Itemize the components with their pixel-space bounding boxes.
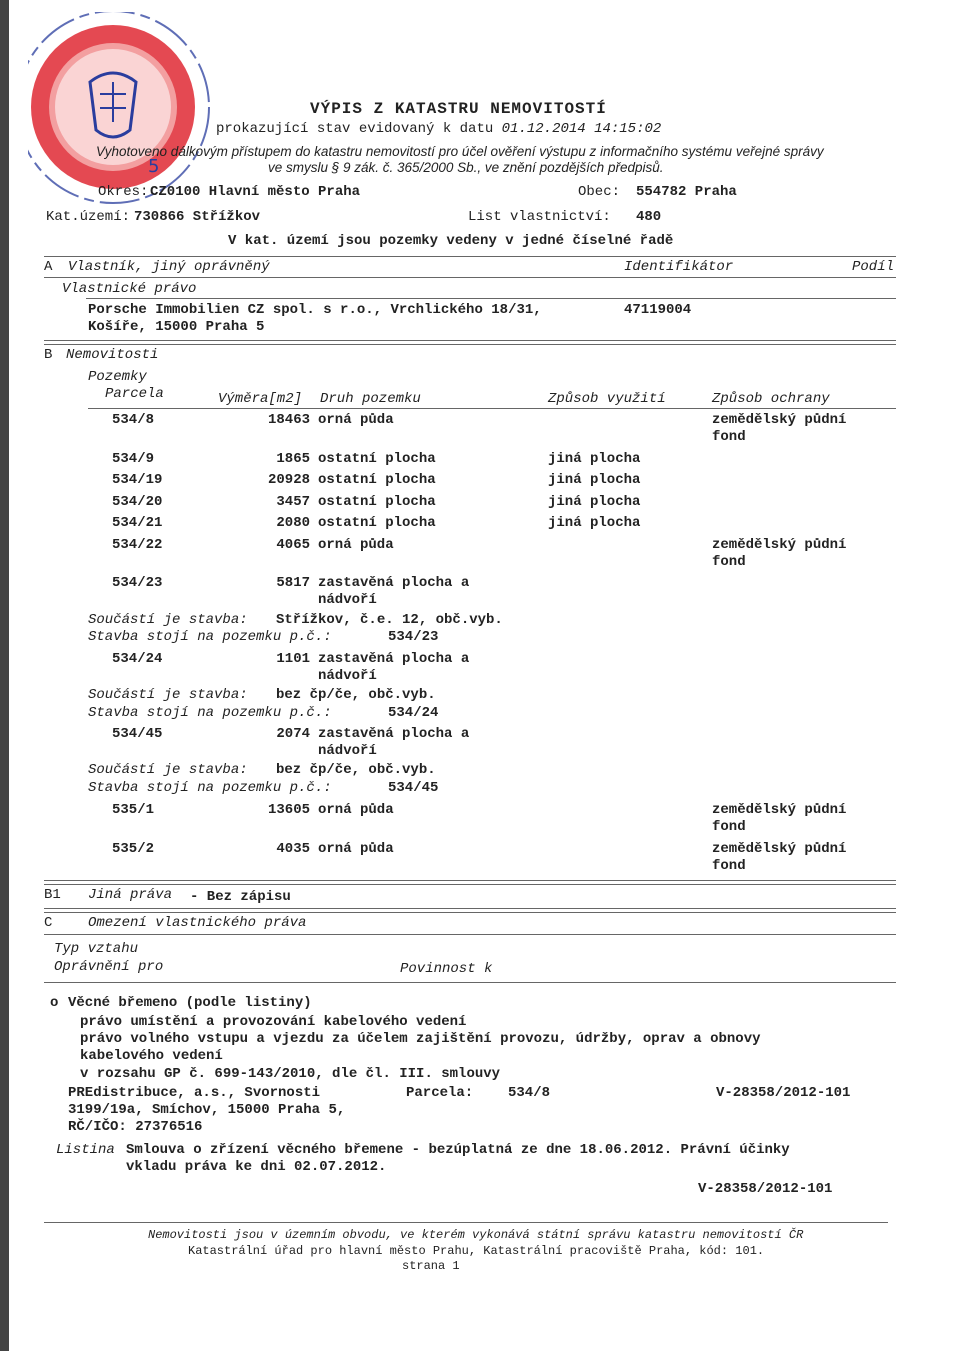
obec-label: Obec: <box>578 184 621 200</box>
parcel-area: 1101 <box>276 651 310 667</box>
col-identifikator: Identifikátor <box>624 259 734 275</box>
parcel-usage: jiná plocha <box>548 515 641 531</box>
col-typ-vztahu: Typ vztahu <box>54 941 139 957</box>
col-podil: Podíl <box>852 259 895 275</box>
burdened-parcel-label: Parcela: <box>406 1085 474 1101</box>
parcel-number: 535/1 <box>112 802 155 818</box>
parcel-usage: jiná plocha <box>548 494 641 510</box>
footer-line-2: Katastrální úřad pro hlavní město Prahu, Katastrální pracoviště Praha, kód: 101. <box>188 1244 765 1258</box>
building-parcel-value: 534/24 <box>388 705 439 721</box>
divider <box>44 982 896 983</box>
parcel-type-cont: nádvoří <box>318 592 377 608</box>
building-parcel-label: Stavba stojí na pozemku p.č.: <box>88 705 332 721</box>
parcel-number: 534/9 <box>112 451 155 467</box>
parcel-type: ostatní plocha <box>318 494 436 510</box>
building-value: Střížkov, č.e. 12, obč.vyb. <box>276 612 503 628</box>
parcel-type: orná půda <box>318 537 394 553</box>
parcel-area: 2074 <box>276 726 310 742</box>
building-parcel-value: 534/45 <box>388 780 439 796</box>
building-value: bez čp/če, obč.vyb. <box>276 687 436 703</box>
parcel-number: 534/24 <box>112 651 163 667</box>
divider <box>86 298 896 299</box>
parcel-type: ostatní plocha <box>318 451 436 467</box>
divider <box>88 408 896 409</box>
section-a-title: Vlastník, jiný oprávněný <box>68 259 270 275</box>
building-label: Součástí je stavba: <box>88 612 248 628</box>
section-b-title: Nemovitosti <box>66 347 159 363</box>
col-vyuziti: Způsob využití <box>548 391 666 407</box>
parcel-area: 3457 <box>276 494 310 510</box>
parcel-protection: zemědělský půdní <box>712 537 847 553</box>
divider <box>44 277 896 278</box>
listina-line-1: Smlouva o zřízení věcného břemene - bezúplatná ze dne 18.06.2012. Právní účinky <box>126 1142 790 1158</box>
easement-line: právo volného vstupu a vjezdu za účelem zajištění provozu, údržby, oprav a obnovy <box>80 1031 761 1047</box>
page-scan-edge <box>0 0 9 1351</box>
vlastnicke-pravo-heading: Vlastnické právo <box>62 281 197 297</box>
okres-label: Okres: <box>98 184 149 200</box>
section-c-letter: C <box>44 915 53 931</box>
parcel-type: ostatní plocha <box>318 515 436 531</box>
divider <box>44 934 896 935</box>
building-parcel-label: Stavba stojí na pozemku p.č.: <box>88 629 332 645</box>
pozemky-heading: Pozemky <box>88 369 147 385</box>
item-bullet: o <box>50 995 59 1011</box>
building-label: Součástí je stavba: <box>88 687 248 703</box>
parcel-area: 20928 <box>267 472 310 488</box>
parcel-type: orná půda <box>318 841 394 857</box>
section-b1-value: - Bez zápisu <box>190 889 291 905</box>
footer-divider <box>44 1222 888 1223</box>
notary-stamp-seal <box>28 12 228 212</box>
col-povinnost: Povinnost k <box>400 961 493 977</box>
info-line-2: ve smyslu § 9 zák. č. 365/2000 Sb., ve znění pozdějších předpisů. <box>268 160 664 175</box>
parcel-number: 534/20 <box>112 494 163 510</box>
ku-label: Kat.území: <box>46 209 131 225</box>
parcel-type-cont: nádvoří <box>318 668 377 684</box>
owner-line-1: Porsche Immobilien CZ spol. s r.o., Vrchlického 18/31, <box>88 302 542 318</box>
ku-value: 730866 Střížkov <box>134 209 261 225</box>
parcel-usage: jiná plocha <box>548 451 641 467</box>
section-b1-title: Jiná práva <box>88 887 173 903</box>
parcel-number: 534/8 <box>112 412 155 428</box>
page-number: strana 1 <box>402 1259 460 1273</box>
divider <box>44 256 896 257</box>
document-subtitle <box>216 121 661 137</box>
building-value: bez čp/če, obč.vyb. <box>276 762 436 778</box>
parcel-area: 2080 <box>276 515 310 531</box>
col-ochrana: Způsob ochrany <box>712 391 830 407</box>
listina-reference: V-28358/2012-101 <box>698 1181 833 1197</box>
burdened-parcel-value: 534/8 <box>508 1085 551 1101</box>
footer-line-1: Nemovitosti jsou v územním obvodu, ve kterém vykonává státní správu katastru nemovitostí ČR <box>148 1228 804 1242</box>
listina-label: Listina <box>56 1142 115 1158</box>
parcel-number: 534/22 <box>112 537 163 553</box>
info-line-1: Vyhotoveno dálkovým přístupem do katastru nemovitostí pro účel ověření výstupu z informačního systému veřejné správy <box>96 144 824 159</box>
numbering-note: V kat. území jsou pozemky vedeny v jedné číselné řadě <box>228 233 674 249</box>
double-divider <box>44 340 896 345</box>
okres-value: CZ0100 Hlavní město Praha <box>150 184 361 200</box>
parcel-type: orná půda <box>318 802 394 818</box>
parcel-area: 4035 <box>276 841 310 857</box>
double-divider <box>44 880 896 885</box>
parcel-type: zastavěná plocha a <box>318 726 470 742</box>
building-label: Součástí je stavba: <box>88 762 248 778</box>
col-druh: Druh pozemku <box>320 391 421 407</box>
svg-text:5: 5 <box>148 156 160 177</box>
parcel-type: ostatní plocha <box>318 472 436 488</box>
section-a-letter: A <box>44 259 53 275</box>
easement-title: Věcné břemeno (podle listiny) <box>68 995 312 1011</box>
easement-line: kabelového vedení <box>80 1048 223 1064</box>
double-divider <box>44 908 896 913</box>
section-b1-letter: B1 <box>44 887 61 903</box>
parcel-type-cont: nádvoří <box>318 743 377 759</box>
owner-line-2: Košíře, 15000 Praha 5 <box>88 319 265 335</box>
parcel-protection: zemědělský půdní <box>712 802 847 818</box>
subtitle-date: 01.12.2014 14:15:02 <box>501 121 662 137</box>
parcel-number: 534/19 <box>112 472 163 488</box>
parcel-number: 535/2 <box>112 841 155 857</box>
parcel-area: 13605 <box>267 802 310 818</box>
parcel-number: 534/45 <box>112 726 163 742</box>
parcel-type: orná půda <box>318 412 394 428</box>
parcel-type: zastavěná plocha a <box>318 575 470 591</box>
easement-line: právo umístění a provozování kabelového vedení <box>80 1014 467 1030</box>
col-vymera: Výměra[m2] <box>218 391 303 407</box>
parcel-protection: zemědělský půdní <box>712 412 847 428</box>
section-b-letter: B <box>44 347 53 363</box>
parcel-number: 534/23 <box>112 575 163 591</box>
document-title: VÝPIS Z KATASTRU NEMOVITOSTÍ <box>310 100 607 118</box>
building-parcel-value: 534/23 <box>388 629 439 645</box>
building-parcel-label: Stavba stojí na pozemku p.č.: <box>88 780 332 796</box>
proceeding-reference: V-28358/2012-101 <box>716 1085 851 1101</box>
owner-identifier: 47119004 <box>624 302 692 318</box>
parcel-usage: jiná plocha <box>548 472 641 488</box>
lv-label: List vlastnictví: <box>468 209 611 225</box>
listina-line-2: vkladu práva ke dni 02.07.2012. <box>126 1159 387 1175</box>
beneficiary-line-1: PREdistribuce, a.s., Svornosti <box>68 1085 321 1101</box>
parcel-protection-cont: fond <box>712 429 746 445</box>
parcel-number: 534/21 <box>112 515 163 531</box>
parcel-area: 4065 <box>276 537 310 553</box>
subtitle-prefix: prokazující stav evidovaný k datu <box>216 121 494 137</box>
parcel-protection: zemědělský půdní <box>712 841 847 857</box>
beneficiary-line-2: 3199/19a, Smíchov, 15000 Praha 5, <box>68 1102 346 1118</box>
parcel-protection-cont: fond <box>712 819 746 835</box>
lv-value: 480 <box>636 209 662 225</box>
parcel-protection-cont: fond <box>712 858 746 874</box>
col-opravneni: Oprávnění pro <box>54 959 164 975</box>
beneficiary-line-3: RČ/IČO: 27376516 <box>68 1119 203 1135</box>
easement-line: v rozsahu GP č. 699-143/2010, dle čl. III. smlouvy <box>80 1066 501 1082</box>
parcel-area: 1865 <box>276 451 310 467</box>
parcel-protection-cont: fond <box>712 554 746 570</box>
section-c-title: Omezení vlastnického práva <box>88 915 307 931</box>
parcel-type: zastavěná plocha a <box>318 651 470 667</box>
obec-value: 554782 Praha <box>636 184 737 200</box>
parcel-area: 5817 <box>276 575 310 591</box>
parcel-area: 18463 <box>267 412 310 428</box>
col-parcela: Parcela <box>105 386 164 402</box>
